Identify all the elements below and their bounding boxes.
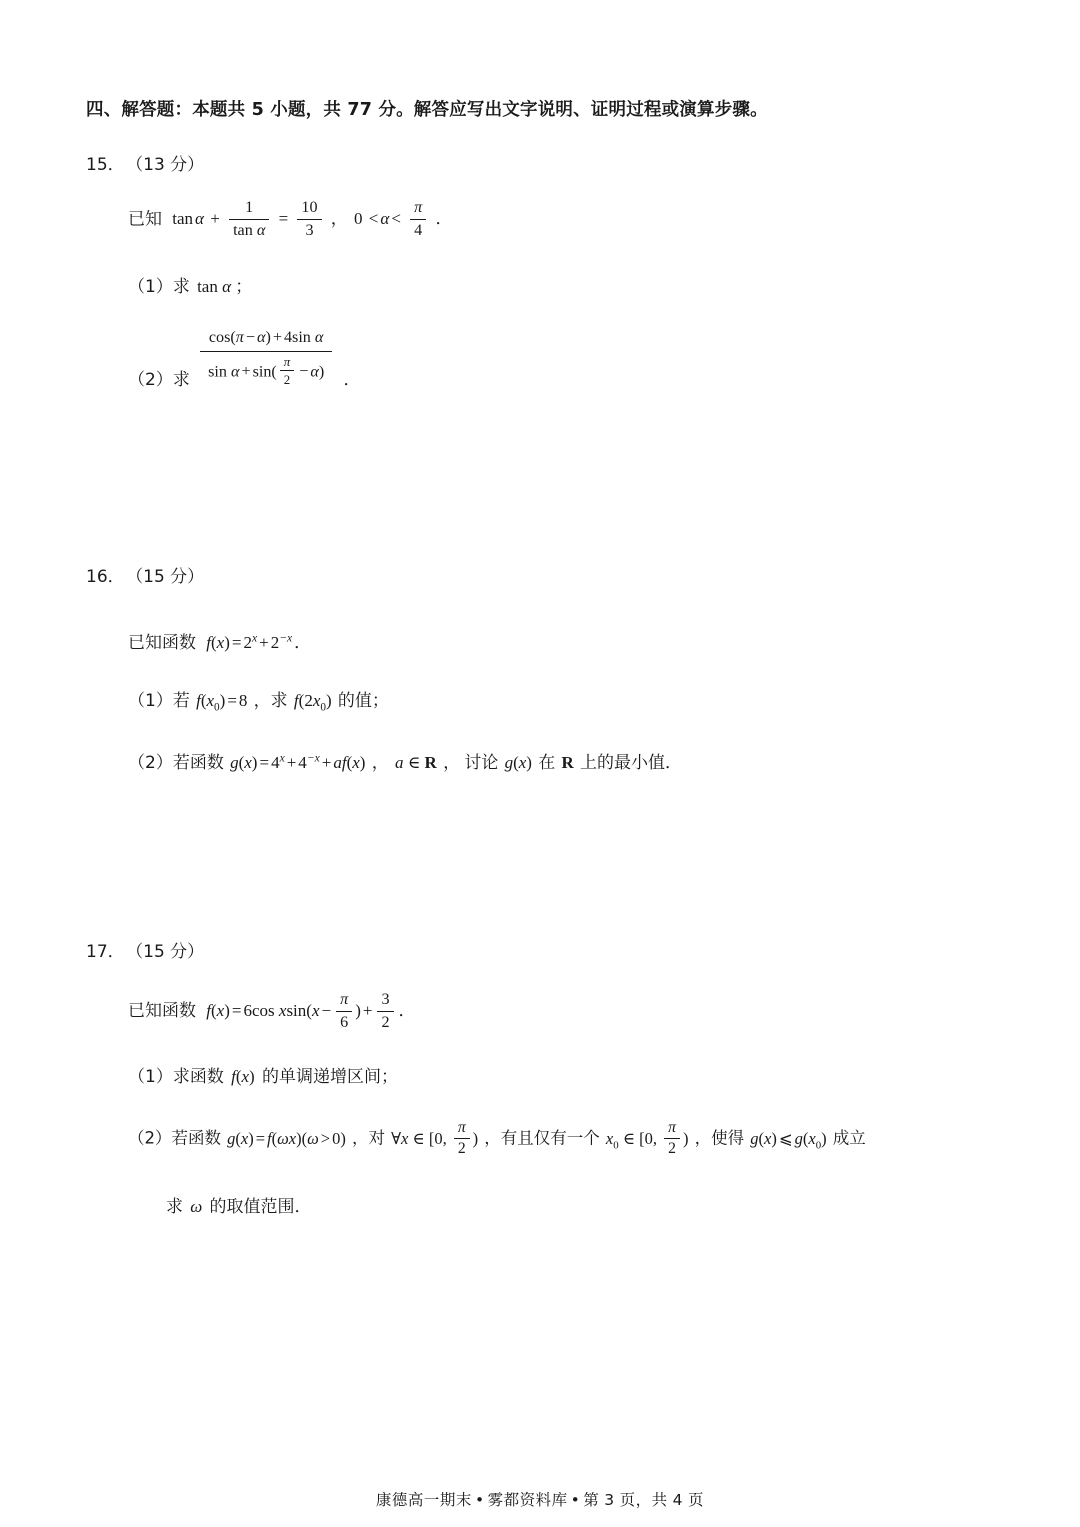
fraction-pi-over-four: $\frac{\pi}{4}$ (410, 199, 426, 240)
question-17-label: 17． (86, 942, 125, 962)
question-15-part-1: （1）求 tan α ； (128, 277, 253, 297)
q16-part1-mid: ，求 (253, 691, 288, 711)
footer-total-unit: 页 (688, 1491, 705, 1509)
q16-part1-label: （1） (128, 691, 173, 711)
q16-real-set: R (561, 753, 574, 772)
q16-part1-lead: 若 (172, 691, 190, 711)
footer-dot-1: • (474, 1491, 485, 1509)
q15-part1-suffix: ； (235, 277, 253, 297)
leq-symbol: ⩽ (778, 1128, 793, 1148)
question-16-number (86, 562, 204, 587)
question-15-points: （13 分） (134, 155, 205, 175)
fraction-three-halves: $\frac{3}{2}$ (377, 991, 393, 1032)
footer-page-prefix: 第 (583, 1491, 600, 1509)
q16-part2-lead: 若函数 (172, 753, 224, 773)
question-17-part-1: （1）求函数 f(x) 的单调递增区间； (128, 1067, 398, 1087)
page-footer (0, 1488, 1080, 1510)
question-16-stem: 已知函数 $f(x) = 2^x + 2^{-x}$ ． (128, 631, 312, 653)
question-16-part-1: （1）若 $f(x_0) = 8$ ，求 $f(2x_0)$ 的值； (128, 691, 389, 714)
q17-part2-lead: 若函数 (171, 1128, 221, 1148)
q17-part2-line2-tail: 的取值范围． (209, 1197, 312, 1217)
footer-dot-2: • (570, 1491, 581, 1509)
fraction-one-over-tan-alpha: $\frac{1}{\text{tan α}}$ (229, 199, 269, 240)
question-15-number (86, 150, 204, 175)
q15-part2-verb: 求 (172, 370, 190, 391)
question-16-label: 16． (86, 567, 125, 587)
fraction-pi-over-two-inner: $\frac{\pi}{2}$ (280, 355, 294, 388)
footer-page-unit: 页，共 (619, 1491, 668, 1509)
q17-part2-label: （2） (128, 1128, 172, 1148)
question-16-points: （15 分） (134, 567, 205, 587)
q15-part2-label: （2） (128, 370, 173, 391)
q17-part2-mid2: ，有且仅有一个 (484, 1128, 600, 1148)
question-15-stem-prefix: 已知 (128, 209, 162, 230)
q15-part1-verb: 求 (172, 277, 190, 297)
footer-page-number: 3 (604, 1491, 615, 1509)
q17-part2-mid3: ，使得 (694, 1128, 745, 1148)
q16-part1-tail: 的值； (337, 691, 389, 711)
question-17-part-2-line2: 求 ω 的取值范围． (166, 1197, 312, 1217)
footer-left: 康德高一期末 (375, 1491, 472, 1509)
q16-part2-tail: 讨论 (464, 753, 499, 773)
alpha-symbol: α (195, 209, 204, 229)
q17-part2-mid: ，对 (351, 1128, 385, 1148)
q17-part2-line2-lead: 求 (166, 1197, 183, 1217)
q17-part1-label: （1） (128, 1067, 173, 1087)
q16-part2-cond: ， (443, 753, 461, 773)
q17-part2-tail: 成立 (832, 1128, 866, 1148)
question-17-points: （15 分） (134, 942, 205, 962)
q15-part1-label: （1） (128, 277, 173, 297)
q16-part2-label: （2） (128, 753, 173, 773)
question-16-part-2: （2）若函数 $g(x) = 4^x + 4^{-x} + af(x)$ ， a ∈ R ， 讨论 g(x) 在 R 上的最小值． (128, 751, 682, 773)
question-16-stem-prefix: 已知函数 (128, 633, 196, 653)
question-15-part-2 (128, 330, 360, 390)
q17-part1-lead: 求函数 (172, 1067, 224, 1087)
q17-part1-tail: 的单调递增区间； (261, 1067, 398, 1087)
section-heading: 四、解答题：本题共 5 小题，共 77 分。解答应写出文字说明、证明过程或演算步骤。 (86, 100, 768, 120)
q16-part2-tail3: 上的最小值． (580, 753, 682, 773)
question-17-part-2: （2）若函数 g(x) = f(ωx)(ω > 0) ，对 ∀x ∈ [0, $\frac{\pi}{2}$ ) ，有且仅有一个 $x_0$ ∈ [0, $\frac{\pi}{2}$ ) ，使得 g(x) ⩽ $g(x_0)$ 成立 (128, 1119, 866, 1158)
q16-part2-tail2: 在 (538, 753, 556, 773)
question-17-number (86, 937, 204, 962)
question-17-stem: 已知函数 f(x) = 6cos xsin(x − $\frac{\pi}{6}$ ) + $\frac{3}{2}$ ． (128, 991, 416, 1031)
question-15-label: 15． (86, 155, 125, 175)
fraction-pi-over-two-a: $\frac{\pi}{2}$ (454, 1119, 470, 1159)
fraction-ten-thirds: $\frac{10}{3}$ (297, 199, 321, 240)
tan-symbol: tan (172, 209, 194, 229)
question-15-stem: 已知 tan α + $\frac{1}{\text{tan α}}$ = $\frac{10}{3}$ ， 0 < α < $\frac{\pi}{4}$ ． (128, 199, 453, 239)
footer-middle: 雾都资料库 (487, 1491, 568, 1509)
fraction-pi-over-six: $\frac{\pi}{6}$ (336, 991, 352, 1032)
footer-total-pages: 4 (672, 1491, 684, 1509)
zero-symbol: 0 (354, 209, 363, 229)
q15-expression-fraction: cos(π − α) + 4sin α sin α + sin( $\frac{\pi}{2}$ − α) (200, 329, 332, 389)
question-17-stem-prefix: 已知函数 (128, 1001, 196, 1022)
q16-part2-mid: ， (371, 753, 389, 773)
q15-part2-suffix: ． (343, 370, 361, 391)
fraction-pi-over-two-b: $\frac{\pi}{2}$ (664, 1119, 680, 1159)
